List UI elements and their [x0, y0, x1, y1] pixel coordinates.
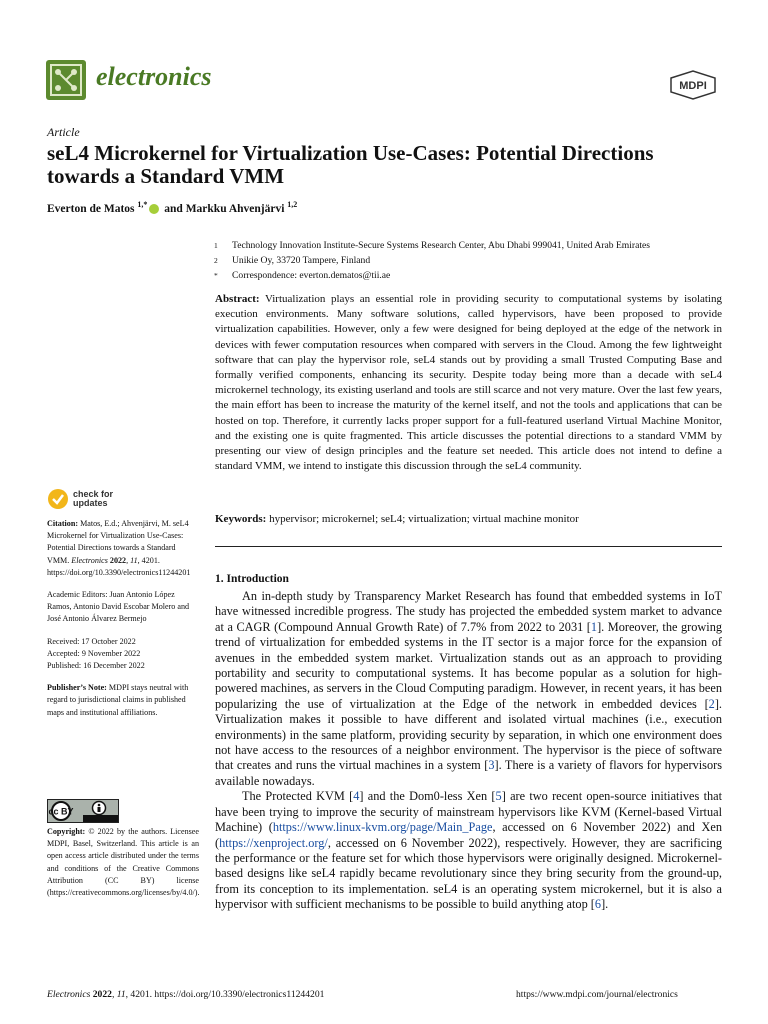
ref-link[interactable]: 1: [590, 619, 598, 634]
section-title: 1. Introduction: [215, 573, 289, 585]
mdpi-logo: [668, 70, 718, 100]
author-affil-mark: 1,*: [137, 200, 148, 209]
publisher-name: MDPI: [679, 80, 707, 92]
copyright: Copyright: © 2022 by the authors. Licensee MDPI, Basel, Switzerland. This article is an open access article distributed under the terms and conditions of the Creative Commons Attribution (CC BY) license (https://creativecommons.org/licenses/by/4.0/).: [47, 827, 200, 898]
abstract-label: Abstract:: [215, 293, 260, 305]
author-affil-mark: 1,2: [287, 200, 298, 209]
section-divider: [215, 546, 722, 547]
cc-by-license-badge[interactable]: [47, 799, 119, 823]
footer-citation: Electronics 2022, 11, 4201. https://doi.org/10.3390/electronics11244201: [47, 989, 325, 1000]
footer-journal-url[interactable]: https://www.mdpi.com/journal/electronics: [516, 989, 678, 1000]
orcid-icon[interactable]: [149, 204, 159, 214]
author-list: [47, 200, 297, 215]
url-link[interactable]: https://www.linux-kvm.org/page/Main_Page: [272, 820, 493, 835]
check-for-updates-button[interactable]: check for updates: [47, 488, 117, 514]
check-updates-icon: [47, 488, 69, 510]
ref-link[interactable]: 5: [495, 789, 502, 804]
author-name: Everton de Matos: [47, 202, 135, 215]
author-name: Markku Ahvenjärvi: [185, 202, 285, 215]
keywords-text: hypervisor; microkernel; seL4; virtualization; virtual machine monitor: [269, 513, 579, 525]
body-text: [215, 589, 722, 913]
keywords: [215, 513, 722, 525]
sidebar: [47, 518, 199, 729]
dates: Received: 17 October 2022 Accepted: 9 November 2022 Published: 16 December 2022: [47, 636, 145, 671]
ref-link[interactable]: 2: [708, 696, 715, 711]
academic-editors: Academic Editors: Juan Antonio López Ramos, Antonio David Escobar Molero and José Antonio Álvarez Bermejo: [47, 590, 190, 624]
journal-name: electronics: [96, 62, 212, 91]
citation: Citation: Matos, E.d.; Ahvenjärvi, M. seL4 Microkernel for Virtualization Use-Cases: Potential Directions towards a Standard VMM. Electronics 2022, 11, 4201. https://doi.org/10.3390/electronics11244201: [47, 519, 191, 577]
abstract-text: Virtualization plays an essential role in providing security to computational systems by isolating execution environments. Many software solutions, called hypervisors, have been proposed to provide virtualization capabilities. However, only a few were designed for being deployed at the edge of the network in devices with fewer computation resources when compared with servers in the Cloud. Among the few lightweight software that can play the hypervisor role, seL4 stands out by providing a small Trusted Computing Base and formally verified components, enhancing its security. Despite today being more than a decade with seL4 microkernel technology, its existing userland and tools are still scarce and not very mature. Over the last few years, the main effort has been to increase the maturity of the kernel itself, and not the tools and applications that can be hosted on top. Therefore, it currently lacks proper support for a full-featured userland Virtual Machine Monitor, and the existing one is quite fragmented. This article discusses the potential directions to a standard VMM by presenting our view of design principles and the feature set needed. This article does not intend to define a standard VMM, we intend to instigate this discussion through the seL4 community.: [215, 293, 722, 473]
ref-link[interactable]: 3: [488, 758, 495, 773]
ref-link[interactable]: 6: [594, 897, 602, 912]
paragraph: The Protected KVM [4] and the Dom0-less Xen [5] are two recent open-source initiatives that have been trying to improve the security of mainstream hypervisors like KVM (Kernel-based Virtual Machine) (https://www.linux-kvm.org/page/Main_Page, accessed on 6 November 2022) and Xen (https://xenproject.org/, accessed on 6 November 2022), respectively. However, they are sacrificing the performance or the feature set for which those hypervisors were originally designed. Microkernel-based designs like seL4 rapidly became revolutionary since they bring security from the ground-up, from its conception to its implementation. seL4 is an operating system microkernel, but it is also a hypervisor with sufficient mechanisms to be possible to build anything atop [6].: [215, 789, 723, 912]
affiliation-item: 2 Unikie Oy, 33720 Tampere, Finland: [214, 255, 371, 266]
affiliations: [214, 238, 734, 283]
journal-logo-icon: [46, 60, 86, 100]
cc-badge-label: cc BY: [48, 806, 74, 817]
article-type: Article: [47, 125, 80, 139]
author-connector: and: [164, 202, 183, 215]
ref-link[interactable]: 4: [353, 789, 360, 804]
affiliation-item: 1 Technology Innovation Institute-Secure Systems Research Center, Abu Dhabi 999041, United Arab Emirates: [214, 240, 651, 251]
abstract: [215, 292, 722, 474]
paper-title: seL4 Microkernel for Virtualization Use-Cases: Potential Directions towards a Standard VMM: [47, 141, 654, 188]
paragraph: An in-depth study by Transparency Market Research has found that embedded systems in IoT have witnessed incredible progress. The study has projected the embedded system market to advance at a CAGR (Compound Annual Growth Rate) of 7.7% from 2022 to 2031 [1]. Moreover, the growing trend of virtualization for embedded systems in the IT sector is a major force for the expansion of avenues in the embedded system market. Virtualization stands out as an approach to providing portability and security to computational systems. It has become popular as a solution for high-powered machines, as servers in the Cloud Computing paradigm. However, in recent years, it has been popularizing the use of virtualization at the Edge of the network in embedded devices [2]. Virtualization makes it possible to have different and isolated virtual machines (i.e., execution environments) in the same platform, providing security by separation, in which one environment does not have access to the resources of a neighbor environment. The hypervisor is the piece of software that creates and runs the virtual machines in a system [3]. There is a variety of flavors for hypervisors available nowadays.: [215, 589, 722, 788]
publisher-note: Publisher’s Note: MDPI stays neutral with regard to jurisdictional claims in published maps and institutional affiliations.: [47, 683, 189, 717]
keywords-label: Keywords:: [215, 513, 267, 525]
url-link[interactable]: https://xenproject.org/: [219, 835, 328, 850]
affiliation-item: * Correspondence: everton.dematos@tii.ae: [214, 270, 391, 281]
